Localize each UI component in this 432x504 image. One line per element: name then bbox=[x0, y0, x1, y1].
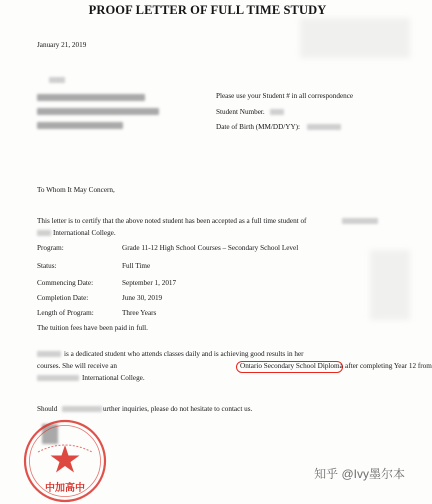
detail-value: Three Years bbox=[122, 309, 157, 317]
star-icon bbox=[51, 445, 80, 473]
redacted-text bbox=[37, 351, 61, 357]
student-number-label: Student Number. bbox=[216, 108, 265, 116]
detail-label: Status: bbox=[37, 262, 57, 270]
redacted-text bbox=[49, 77, 65, 83]
redacted-text bbox=[37, 108, 159, 115]
redacted-text bbox=[37, 94, 145, 101]
school-stamp bbox=[22, 418, 108, 504]
closing-line: urther inquiries, please do not hesitate to contact us. bbox=[103, 405, 253, 413]
intro-line: International College. bbox=[53, 229, 116, 237]
diploma-name: Ontario Secondary School Diploma bbox=[240, 362, 343, 370]
body-line: courses. She will receive an bbox=[37, 362, 118, 370]
redacted-text bbox=[37, 122, 123, 129]
dob-label: Date of Birth (MM/DD/YY): bbox=[216, 123, 301, 131]
reference-note: Please use your Student # in all correspondence bbox=[216, 92, 354, 100]
body-line: is a dedicated student who attends classes daily and is achieving good results in her bbox=[64, 350, 304, 358]
detail-label: Commencing Date: bbox=[37, 279, 94, 287]
detail-value: September 1, 2017 bbox=[122, 279, 177, 287]
detail-value: Full Time bbox=[122, 262, 151, 270]
intro-line: This letter is to certify that the above noted student has been accepted as a full time student of bbox=[37, 217, 307, 225]
body-line: after completing Year 12 from bbox=[345, 362, 432, 370]
detail-label: Length of Program: bbox=[37, 309, 94, 317]
redacted-text bbox=[342, 218, 378, 224]
watermark: 知乎 @Ivy墨尔本 bbox=[314, 467, 405, 481]
redacted-text bbox=[62, 406, 102, 412]
body-line: International College. bbox=[82, 374, 145, 382]
redacted-text bbox=[307, 124, 341, 130]
redacted-text bbox=[270, 109, 284, 115]
redacted-text bbox=[37, 375, 79, 381]
detail-label: Program: bbox=[37, 244, 64, 252]
closing-line: Should bbox=[37, 405, 58, 413]
fees-note: The tuition fees have been paid in full. bbox=[37, 324, 148, 332]
scan-smudge bbox=[370, 250, 410, 320]
stamp-text: 中加高中 bbox=[45, 483, 85, 494]
detail-label: Completion Date: bbox=[37, 294, 89, 302]
redacted-text bbox=[37, 230, 51, 236]
detail-value: June 30, 2019 bbox=[122, 294, 163, 302]
detail-value: Grade 11-12 High School Courses – Secondary School Level bbox=[122, 244, 299, 252]
scan-smudge bbox=[300, 18, 410, 58]
letter-title: PROOF LETTER OF FULL TIME STUDY bbox=[88, 3, 327, 17]
letter-date: January 21, 2019 bbox=[37, 41, 87, 49]
salutation: To Whom It May Concern, bbox=[37, 186, 115, 194]
